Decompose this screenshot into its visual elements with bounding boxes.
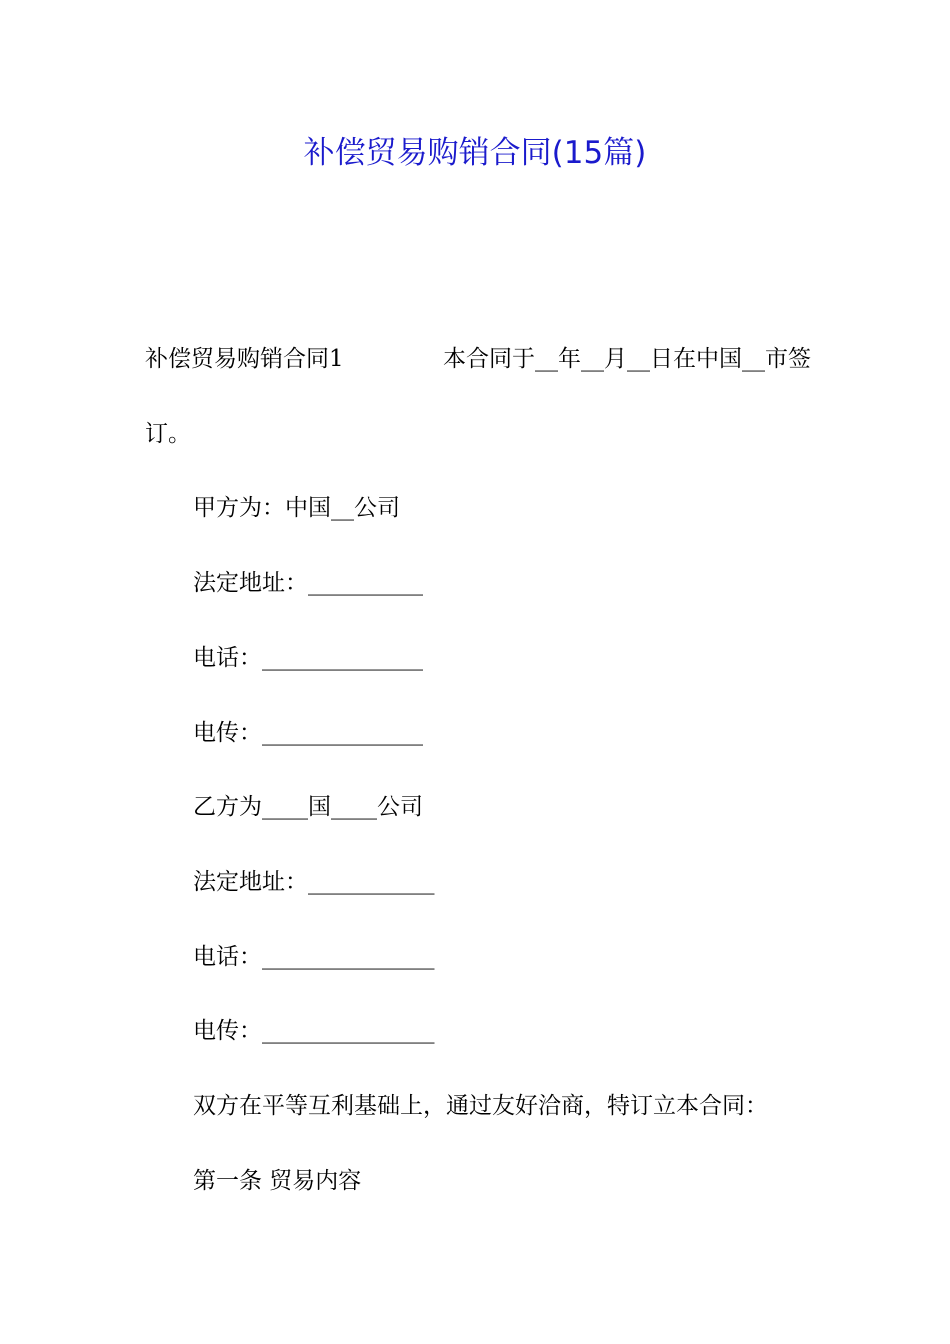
- party-a-name: 甲方为：中国__公司: [193, 495, 400, 521]
- document-title: 补偿贸易购销合同(15篇): [303, 135, 647, 171]
- intro-text-end: 订。: [145, 421, 191, 447]
- agreement-statement: 双方在平等互利基础上，通过友好洽商，特订立本合同：: [193, 1093, 768, 1119]
- party-b-address: 法定地址：___________: [193, 869, 435, 895]
- intro-line: [145, 342, 811, 376]
- party-b-phone: 电话：_______________: [193, 944, 435, 970]
- intro-text-start: 本合同于__年__月__日在中国__市签: [443, 346, 811, 372]
- party-a-address: 法定地址：__________: [193, 570, 423, 596]
- article-1-heading: 第一条 贸易内容: [193, 1168, 362, 1194]
- contract-heading: 补偿贸易购销合同1: [145, 346, 344, 372]
- party-b-fax: 电传：_______________: [193, 1018, 435, 1044]
- party-b-name: 乙方为____国____公司: [193, 794, 423, 820]
- party-a-phone: 电话：______________: [193, 645, 423, 671]
- party-a-fax: 电传：______________: [193, 720, 423, 746]
